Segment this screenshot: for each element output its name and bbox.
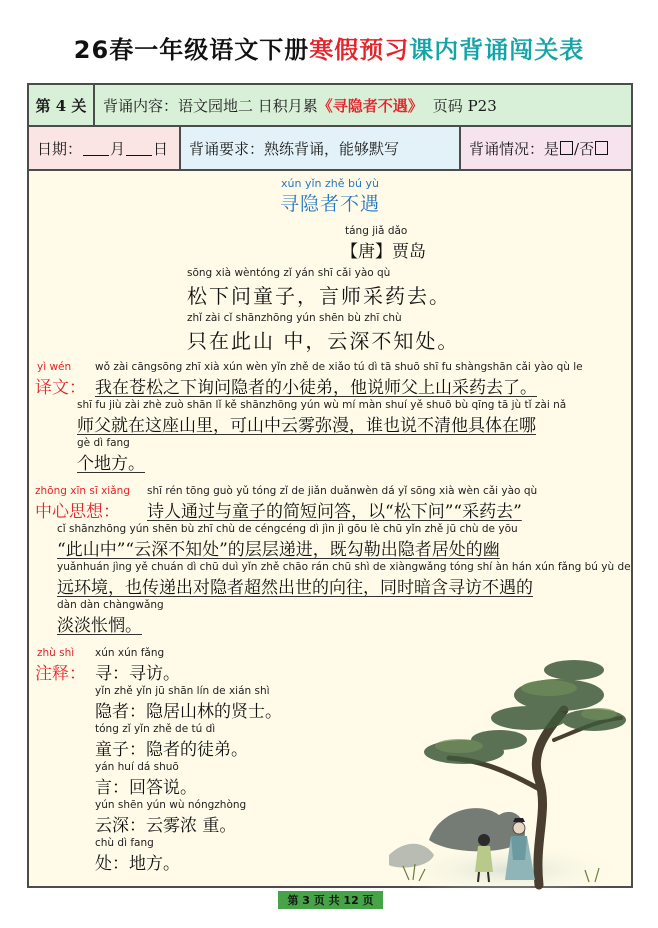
translation-line-2-pinyin: shī fu jiù zài zhè zuò shān lǐ kě shānzhōng yún wù mí màn shuí yě shuō bù qīng tā jù tǐ zài nǎ	[77, 399, 567, 411]
translation-line-3: 个地方。	[77, 454, 145, 474]
day-blank[interactable]	[126, 141, 152, 156]
poem-line-1: 松下问童子，言师采药去。	[187, 284, 451, 308]
note-1: 寻：寻访。	[95, 664, 180, 684]
month-label: 月	[110, 139, 126, 158]
poem-title-pinyin: xún yǐn zhě bú yù	[281, 177, 379, 190]
note-4-pinyin: yán huí dá shuō	[95, 761, 179, 773]
note-3: 童子：隐者的徒弟。	[95, 740, 248, 760]
page-footer: 第 3 页 共 12 页	[278, 891, 383, 909]
note-5-pinyin: yún shēn yún wù nóngzhòng	[95, 799, 247, 811]
central-idea-line-4-pinyin: dàn dàn chàngwǎng	[57, 599, 164, 611]
central-idea-label-pinyin: zhōng xīn sī xiǎng	[35, 485, 130, 497]
central-idea-line-1: 诗人通过与童子的简短问答，以“松下问”“采药去”	[147, 502, 522, 522]
title-part-1: 26春一年级语文下册	[73, 36, 310, 64]
no-checkbox[interactable]	[595, 141, 608, 155]
central-idea-line-1-pinyin: shī rén tōng guò yǔ tóng zǐ de jiǎn duǎnwèn dá yǐ sōng xià wèn cǎi yào qù	[147, 485, 538, 497]
translation-label-pinyin: yì wén	[37, 361, 72, 373]
central-idea-line-4: 淡淡怅惘。	[57, 616, 142, 636]
poem-line-1-pinyin: sōng xià wèntóng zǐ yán shī cǎi yào qù	[187, 267, 391, 279]
notes-label: 注释：	[35, 664, 86, 684]
header-row-1	[29, 85, 631, 127]
status-label: 背诵情况：是	[469, 139, 560, 158]
yes-checkbox[interactable]	[560, 141, 573, 155]
notes-label-pinyin: zhù shì	[37, 647, 75, 659]
date-label: 日期：	[37, 139, 83, 158]
central-idea-line-3: 远环境，也传递出对隐者超然出世的向往，同时暗含寻访不遇的	[57, 578, 533, 598]
note-3-pinyin: tóng zǐ yǐn zhě de tú dì	[95, 723, 216, 735]
note-6-pinyin: chù dì fang	[95, 837, 154, 849]
title-part-2: 寒假预习	[309, 36, 410, 64]
central-idea-label: 中心思想：	[35, 502, 120, 522]
content-cell	[95, 85, 631, 125]
central-idea-line-2-pinyin: cǐ shānzhōng yún shēn bù zhī chù de céngcéng dì jìn jì gōu lè chū yǐn zhě jū chù de yōu	[57, 523, 518, 535]
title-part-3: 课内背诵闯关表	[409, 36, 585, 64]
author-pinyin: táng jiǎ dǎo	[345, 225, 408, 237]
level-cell: 第 4 关	[29, 85, 95, 125]
poem-title: 寻隐者不遇	[279, 193, 380, 215]
content-label: 背诵内容：语文园地二 日积月累	[103, 96, 318, 115]
note-1-pinyin: xún xún fǎng	[95, 647, 165, 659]
poem-author: 【唐】贾岛	[341, 242, 426, 262]
pine-tree-illustration	[389, 640, 629, 890]
central-idea-line-2: “此山中”“云深不知处”的层层递进，既勾勒出隐者居处的幽	[57, 540, 500, 560]
poem-reference: 《寻隐者不遇》	[317, 96, 423, 115]
page-title	[0, 30, 658, 65]
page-reference: 页码 P23	[432, 96, 497, 115]
translation-label: 译文：	[35, 378, 86, 398]
translation-line-2: 师父就在这座山里，可山中云雾弥漫，谁也说不清他具体在哪	[77, 416, 536, 436]
poem-line-2-pinyin: zhǐ zài cǐ shānzhōng yún shēn bù zhī chù	[187, 312, 402, 324]
header-row-2	[29, 127, 631, 171]
month-blank[interactable]	[83, 141, 109, 156]
translation-line-1-pinyin: wǒ zài cāngsōng zhī xià xún wèn yǐn zhě de xiǎo tú dì tā shuō shī fu shàngshān cǎi yào qù le	[95, 361, 583, 373]
translation-line-1: 我在苍松之下询问隐者的小徒弟，他说师父上山采药去了。	[95, 378, 537, 398]
note-5: 云深：云雾浓 重。	[95, 816, 237, 836]
note-2: 隐者：隐居山林的贤士。	[95, 702, 282, 722]
requirement-cell: 背诵要求：熟练背诵，能够默写	[181, 127, 461, 169]
date-cell	[29, 127, 181, 169]
central-idea-line-3-pinyin: yuǎnhuán jìng yě chuán dì chū duì yǐn zhě chāo rán chū shì de xiàngwǎng tóng shí àn hán xún fǎng bú yù de	[57, 561, 631, 573]
note-6: 处：地方。	[95, 854, 180, 874]
status-separator: /否	[574, 139, 595, 158]
status-cell	[461, 127, 631, 169]
recitation-card	[27, 83, 633, 888]
note-4: 言：回答说。	[95, 778, 197, 798]
poem-line-2: 只在此山 中，云深不知处。	[187, 329, 460, 353]
translation-line-3-pinyin: gè dì fang	[77, 437, 130, 449]
day-label: 日	[153, 139, 169, 158]
note-2-pinyin: yǐn zhě yǐn jū shān lín de xián shì	[95, 685, 270, 697]
